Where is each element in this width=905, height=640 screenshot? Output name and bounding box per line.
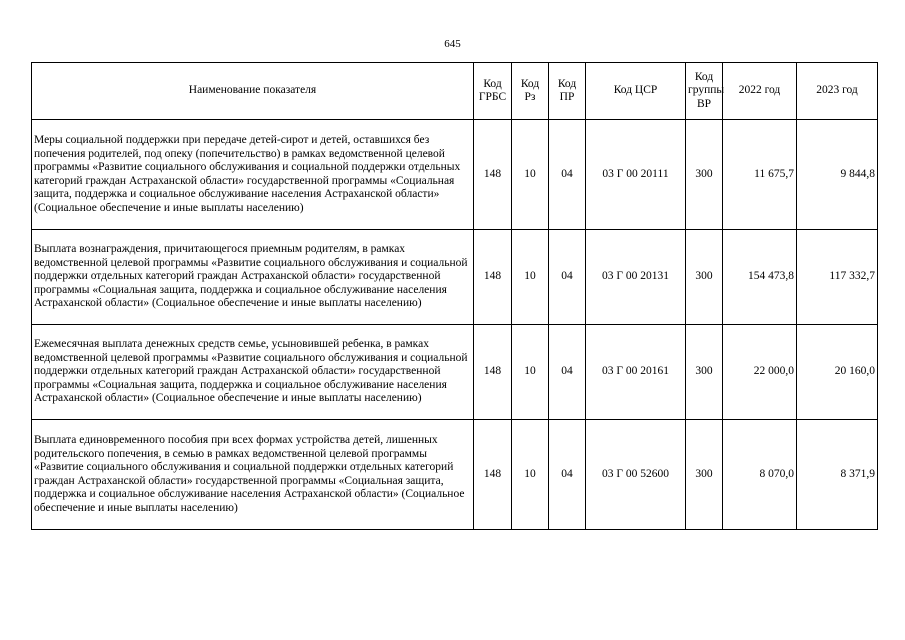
pr-code: 04: [549, 230, 586, 325]
table-row: [32, 120, 878, 230]
header-rz: Код Рз: [512, 63, 549, 120]
csr-code: 03 Г 00 20111: [586, 120, 686, 230]
header-vr: Код группы ВР: [686, 63, 723, 120]
amount-2023: 20 160,0: [797, 325, 878, 420]
amount-2023: 117 332,7: [797, 230, 878, 325]
amount-2022: 8 070,0: [723, 420, 797, 530]
table-row: [32, 420, 878, 530]
rz-code: 10: [512, 120, 549, 230]
header-grbs: Код ГРБС: [474, 63, 512, 120]
header-pr: Код ПР: [549, 63, 586, 120]
rz-code: 10: [512, 325, 549, 420]
table-row: [32, 230, 878, 325]
amount-2023: 9 844,8: [797, 120, 878, 230]
header-2023: 2023 год: [797, 63, 878, 120]
grbs-code: 148: [474, 420, 512, 530]
header-2022: 2022 год: [723, 63, 797, 120]
grbs-code: 148: [474, 325, 512, 420]
vr-code: 300: [686, 120, 723, 230]
pr-code: 04: [549, 325, 586, 420]
page-number: 645: [444, 38, 461, 50]
header-csr: Код ЦСР: [586, 63, 686, 120]
csr-code: 03 Г 00 20131: [586, 230, 686, 325]
csr-code: 03 Г 00 20161: [586, 325, 686, 420]
grbs-code: 148: [474, 120, 512, 230]
indicator-name: Выплата вознаграждения, причитающегося приемным родителям, в рамках ведомственной целевой программы «Развитие социального обслуживания и социальной поддержки отдельных категорий граждан Астраханской области» государственной программы «Социальная защита, поддержка и социальное обслуживание населения Астраханской области» (Социальное обеспечение и иные выплаты населению): [32, 230, 474, 325]
table-row: [32, 325, 878, 420]
indicator-name: Выплата единовременного пособия при всех формах устройства детей, лишенных родительского попечения, в семью в рамках ведомственной целевой программы «Развитие социального обслуживания и социальной поддержки отдельных категорий граждан Астраханской области» государственной программы «Социальная защита, поддержка и социальное обслуживание населения Астраханской области» (Социальное обеспечение и иные выплаты населению): [32, 420, 474, 530]
rz-code: 10: [512, 230, 549, 325]
pr-code: 04: [549, 420, 586, 530]
header-name: Наименование показателя: [32, 63, 474, 120]
vr-code: 300: [686, 420, 723, 530]
csr-code: 03 Г 00 52600: [586, 420, 686, 530]
budget-table: [31, 62, 878, 530]
vr-code: 300: [686, 230, 723, 325]
indicator-name: Меры социальной поддержки при передаче детей-сирот и детей, оставшихся без попечения родителей, под опеку (попечительство) в рамках ведомственной целевой программы «Развитие социального обслуживания и социальной поддержки отдельных категорий граждан Астраханской области» государственной программы «Социальная защита, поддержка и социальное обслуживание населения Астраханской области» (Социальное обеспечение и иные выплаты населению): [32, 120, 474, 230]
amount-2022: 11 675,7: [723, 120, 797, 230]
amount-2022: 22 000,0: [723, 325, 797, 420]
table-header-row: [32, 63, 878, 120]
indicator-name: Ежемесячная выплата денежных средств семье, усыновившей ребенка, в рамках ведомственной целевой программы «Развитие социального обслуживания и социальной поддержки отдельных категорий граждан Астраханской области» государственной программы «Социальная защита, поддержка и социальное обслуживание населения Астраханской области» (Социальное обеспечение и иные выплаты населению): [32, 325, 474, 420]
pr-code: 04: [549, 120, 586, 230]
rz-code: 10: [512, 420, 549, 530]
amount-2022: 154 473,8: [723, 230, 797, 325]
vr-code: 300: [686, 325, 723, 420]
grbs-code: 148: [474, 230, 512, 325]
amount-2023: 8 371,9: [797, 420, 878, 530]
